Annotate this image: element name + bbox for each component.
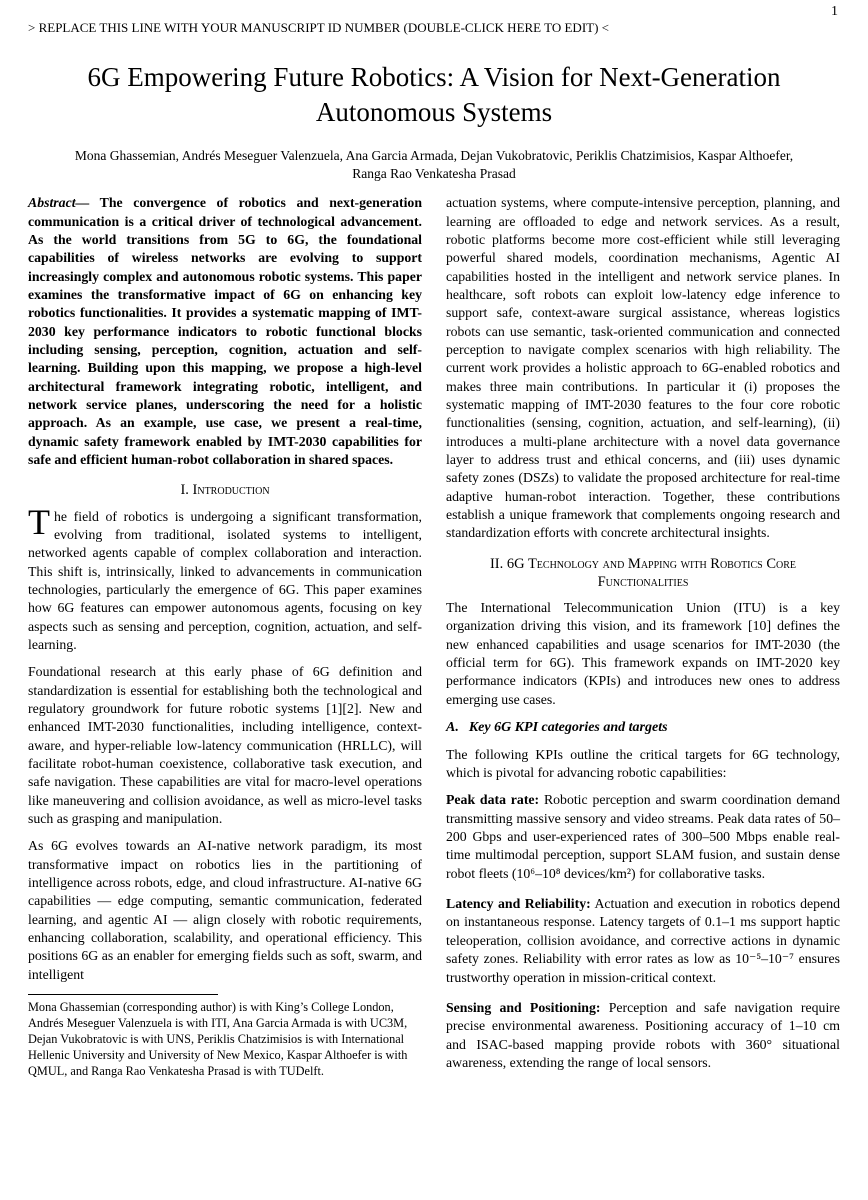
page-number: 1	[831, 4, 838, 19]
section-heading-introduction: I. Introduction	[180, 482, 270, 499]
kpi-paragraph-latency-reliability	[446, 895, 840, 987]
kpi-paragraph-sensing-positioning	[446, 999, 840, 1072]
abstract	[28, 194, 422, 469]
kpi-text-sensing-positioning: Perception and safe navigation require precise environmental awareness. Positioning accuracy of 1–10 cm and ISAC-based mapping provide robots with 360° situational awareness, extending the range of local sensors.	[446, 999, 841, 1070]
author-list: Mona Ghassemian, Andrés Meseguer Valenzuela, Ana Garcia Armada, Dejan Vukobratovic, Periklis Chatzimisios, Kaspar Althoefer, Ranga Rao Venkatesha Prasad	[74, 148, 794, 181]
section-heading-6g-technology: II. 6G Technology and Mapping with Robotics Core Functionalities	[489, 555, 797, 590]
section2-intro-paragraph: The International Telecommunication Union (ITU) is a key organization driving this vision, and its framework [10] defines the new enhanced capabilities and usage scenarios for IMT-2030 (the official term for 6G). This framework expands on IMT-2020 key performance indicators (KPIs) and introduces new ones to address emerging use cases.	[446, 600, 840, 707]
kpi-lead-sensing-positioning: Sensing and Positioning:	[446, 999, 601, 1015]
kpi-intro-paragraph: The following KPIs outline the critical targets for 6G technology, which is pivotal for advancing robotic capabilities:	[446, 746, 840, 781]
intro-paragraph-1: The field of robotics is undergoing a significant transformation, evolving from traditional, isolated systems to intelligent, networked agents capable of complex collaboration and interaction. This shift is, intrinsically, linked to advancements in communication technologies, particularly the emergence of 6G. This paper examines how 6G features can empower autonomous agents, focusing on key aspects such as sensing and perception, cognition, actuation, and self-learning.	[28, 501, 422, 652]
kpi-text-latency-reliability: Actuation and execution in robotics depend on instantaneous response. Latency targets of 0.1–1 ms support haptic teleoperation, collision avoidance, and corrective actions in dynamic safety zones. Reliability with error rates as low as 10⁻⁵–10⁻⁷ ensures trustworthy operation in mission-critical context.	[446, 896, 840, 985]
intro-paragraph-3: As 6G evolves towards an AI-native network paradigm, its most transformative impact on robotics lies in the partitioning of intelligence across robots, edge, and cloud infrastructure. AI-native 6G capabilities — edge computing, semantic communication, federated learning, and agentic AI — align closely with robotic requirements, enhancing collaboration, scalability, and operational efficiency. This positions 6G as an enabler for emerging fields such as soft, swarm, and intelligent	[28, 838, 422, 982]
subsection-title: Key 6G KPI categories and targets	[468, 720, 668, 736]
abstract-text: The convergence of robotics and next-generation communication is a critical driver of technological advancement. As the world transitions from 5G to 6G, the foundational capabilities of wireless networks are evolving to support increasingly complex and autonomous robotic systems. This paper examines the transformative impact of 6G on enhancing key robotics functionalities. It provides a systematic mapping of IMT-2030 key performance indicators to robotic functional blocks including sensing, perception, cognition, actuation and self-learning. Building upon this mapping, we propose a high-level architectural framework integrating robotic, intelligent, and network service planes, underscoring the need for a holistic approach. As an example, use case, we present a real-time, dynamic safety framework enabled by IMT-2030 capabilities for safe and efficient human-robot collaboration in shared spaces.	[28, 195, 422, 468]
kpi-text-peak-data-rate: Robotic perception and swarm coordination demand transmitting massive sensory and video streams. Peak data rates of 50–200 Gbps and user-experienced rates of 300–500 Mbps enable real-time multimodal perception, support SLAM fusion, and sustain dense robot fleets (10⁶–10⁸ devices/km²) for collaborative tasks.	[446, 792, 840, 881]
author-footnote	[28, 994, 422, 1080]
intro-paragraph-2: Foundational research at this early phase of 6G definition and standardization is essential for establishing both the technological and regulatory groundwork for future robotic systems [1][2]. New and enhanced IMT-2030 functionalities, including intelligence, context-aware, and hyper-reliable low-latency communication (HRLLC), will facilitate robot-human coexistence, collaborative task execution, and safe navigation. These capabilities are vital for macro-level operations like maneuvering and collision avoidance, as well as micro-level tasks such as grasping and manipulation.	[28, 664, 422, 827]
kpi-paragraph-peak-data-rate	[446, 791, 840, 883]
kpi-lead-peak-data-rate: Peak data rate:	[446, 792, 540, 808]
kpi-lead-latency-reliability: Latency and Reliability:	[446, 896, 591, 912]
footnote-rule	[28, 994, 218, 995]
two-column-body	[28, 194, 840, 1084]
subsection-number: A.	[446, 720, 459, 736]
paper-title: 6G Empowering Future Robotics: A Vision for Next-Generation Autonomous Systems	[87, 62, 781, 127]
abstract-label: Abstract—	[28, 195, 90, 211]
footnote-text: Mona Ghassemian (corresponding author) is with King’s College London, Andrés Meseguer Valenzuela is with ITI, Ana Garcia Armada is with UC3M, Dejan Vukobratovic is with UNS, Periklis Chatzimisios is with International Hellenic University and University of New Mexico, Kaspar Althoefer is with QMUL, and Ranga Rao Venkatesha Prasad is with TUDelft.	[28, 1000, 408, 1079]
column-left	[28, 194, 422, 1084]
intro-paragraph-continuation: actuation systems, where compute-intensive perception, planning, and learning are offloaded to edge and network services. As a result, robotic platforms become more cost-efficient while still leveraging powerful shared models, coordination mechanisms, Agentic AI capabilities hosted in the intelligent and network service planes. In healthcare, soft robots can exploit low-latency edge inference to support safe, context-aware surgical assistance, whereas logistics robots can use semantic, task-oriented communication and connected perception to navigate complex scenarios with high reliability. The current work provides a holistic approach to 6G-enabled robotics and makes three main contributions. In particular it (i) proposes the systematic mapping of IMT-2030 features to the four core robotic functionalities (sensing, cognition, actuation, and self-learning), (ii) introduces a multi-plane architecture with a novel data governance layer to address trust and ethical concerns, and (iii) uses dynamic safety zones (DSZs) to validate the proposed architecture for real-time adaptive human-robot interaction. Together, these contributions establish a unique framework that complements ongoing research and standardization efforts with concrete architectural insights.	[446, 195, 840, 541]
column-right	[446, 194, 840, 1084]
running-header: > REPLACE THIS LINE WITH YOUR MANUSCRIPT ID NUMBER (DOUBLE-CLICK HERE TO EDIT) <	[28, 20, 609, 35]
subsection-heading-kpi	[446, 719, 840, 738]
